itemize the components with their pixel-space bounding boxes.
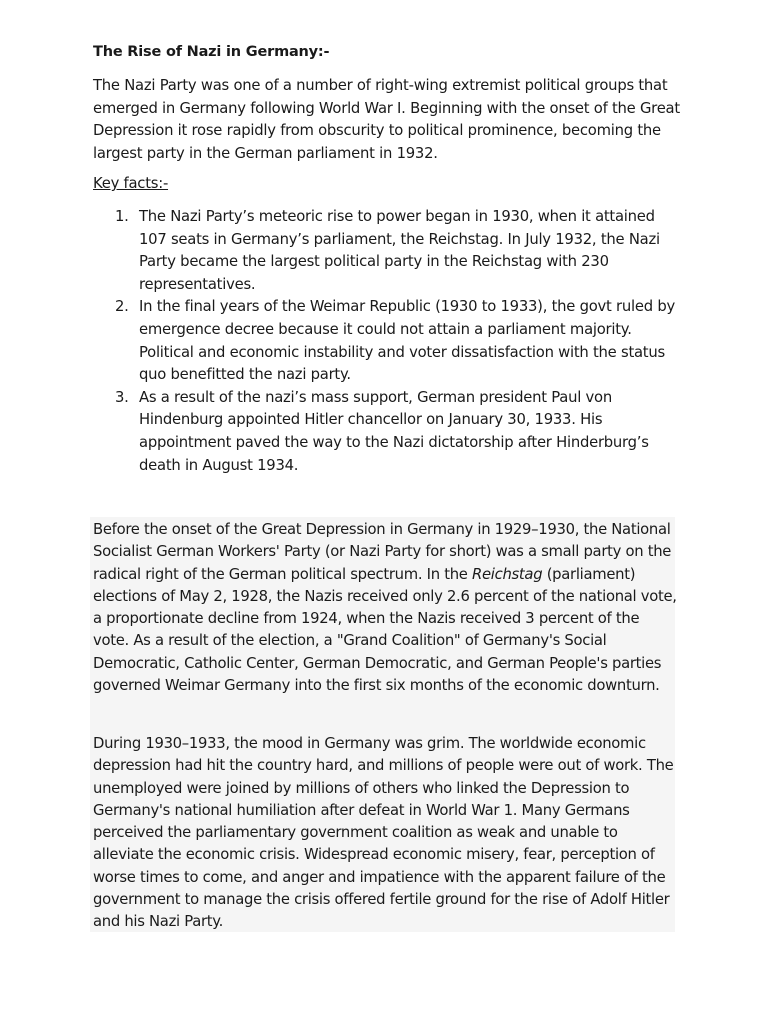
key-facts-list: [93, 206, 683, 477]
document-title: The Rise of Nazi in Germany:-: [93, 44, 330, 60]
list-item: [93, 206, 683, 296]
great-depression-paragraph: [93, 519, 677, 697]
list-item-number: 2.: [115, 298, 129, 316]
paragraph-text-start: Before the onset of the Great Depression in Germany in 1929–1930, the National Socialist German Workers' Party (or Nazi Party for short) was a small party on the radical right of the German political spectrum. In the: [93, 521, 672, 583]
list-item-text: In the final years of the Weimar Republic (1930 to 1933), the govt ruled by emergence decree because it could not attain a parliament majority. Political and economic instability and voter dissatisfaction with the status quo benefitted the nazi party.: [139, 298, 675, 384]
list-item-text: The Nazi Party’s meteoric rise to power began in 1930, when it attained 107 seats in Germany’s parliament, the Reichstag. In July 1932, the Nazi Party became the largest political party in the Reichstag with 230 representatives.: [139, 208, 660, 293]
reichstag-italic: Reichstag: [472, 565, 543, 583]
list-item: [93, 296, 683, 386]
mood-in-germany-paragraph: During 1930–1933, the mood in Germany was grim. The worldwide economic depression had hit the country hard, and millions of people were out of work. The unemployed were joined by millions of others who linked the Depression to Germany's national humiliation after defeat in World War 1. Many Germans perceived the parliamentary government coalition as weak and unable to alleviate the economic crisis. Widespread economic misery, fear, perception of worse times to come, and anger and impatience with the apparent failure of the government to manage the crisis offered fertile ground for the rise of Adolf Hitler and his Nazi Party.: [93, 735, 674, 931]
list-item: [93, 387, 683, 477]
list-item-text: As a result of the nazi’s mass support, German president Paul von Hindenburg appointed Hitler chancellor on January 30, 1933. His appointment paved the way to the Nazi dictatorship after Hinderburg’s death in August 1934.: [139, 388, 649, 474]
paragraph-text-end: (parliament) elections of May 2, 1928, the Nazis received only 2.6 percent of the national vote, a proportionate decline from 1924, when the Nazis received 3 percent of the vote. As a result of the election, a "Grand Coalition" of Germany's Social Democratic, Catholic Center, German Democratic, and German People's parties governed Weimar Germany into the first six months of the economic downturn.: [93, 565, 677, 695]
key-facts-heading: Key facts:-: [93, 175, 169, 192]
intro-paragraph: The Nazi Party was one of a number of right-wing extremist political groups that emerged in Germany following World War I. Beginning with the onset of the Great Depression it rose rapidly from obscurity to political prominence, becoming the largest party in the German parliament in 1932.: [93, 77, 680, 162]
list-item-number: 3.: [115, 388, 129, 406]
list-item-number: 1.: [115, 208, 129, 225]
